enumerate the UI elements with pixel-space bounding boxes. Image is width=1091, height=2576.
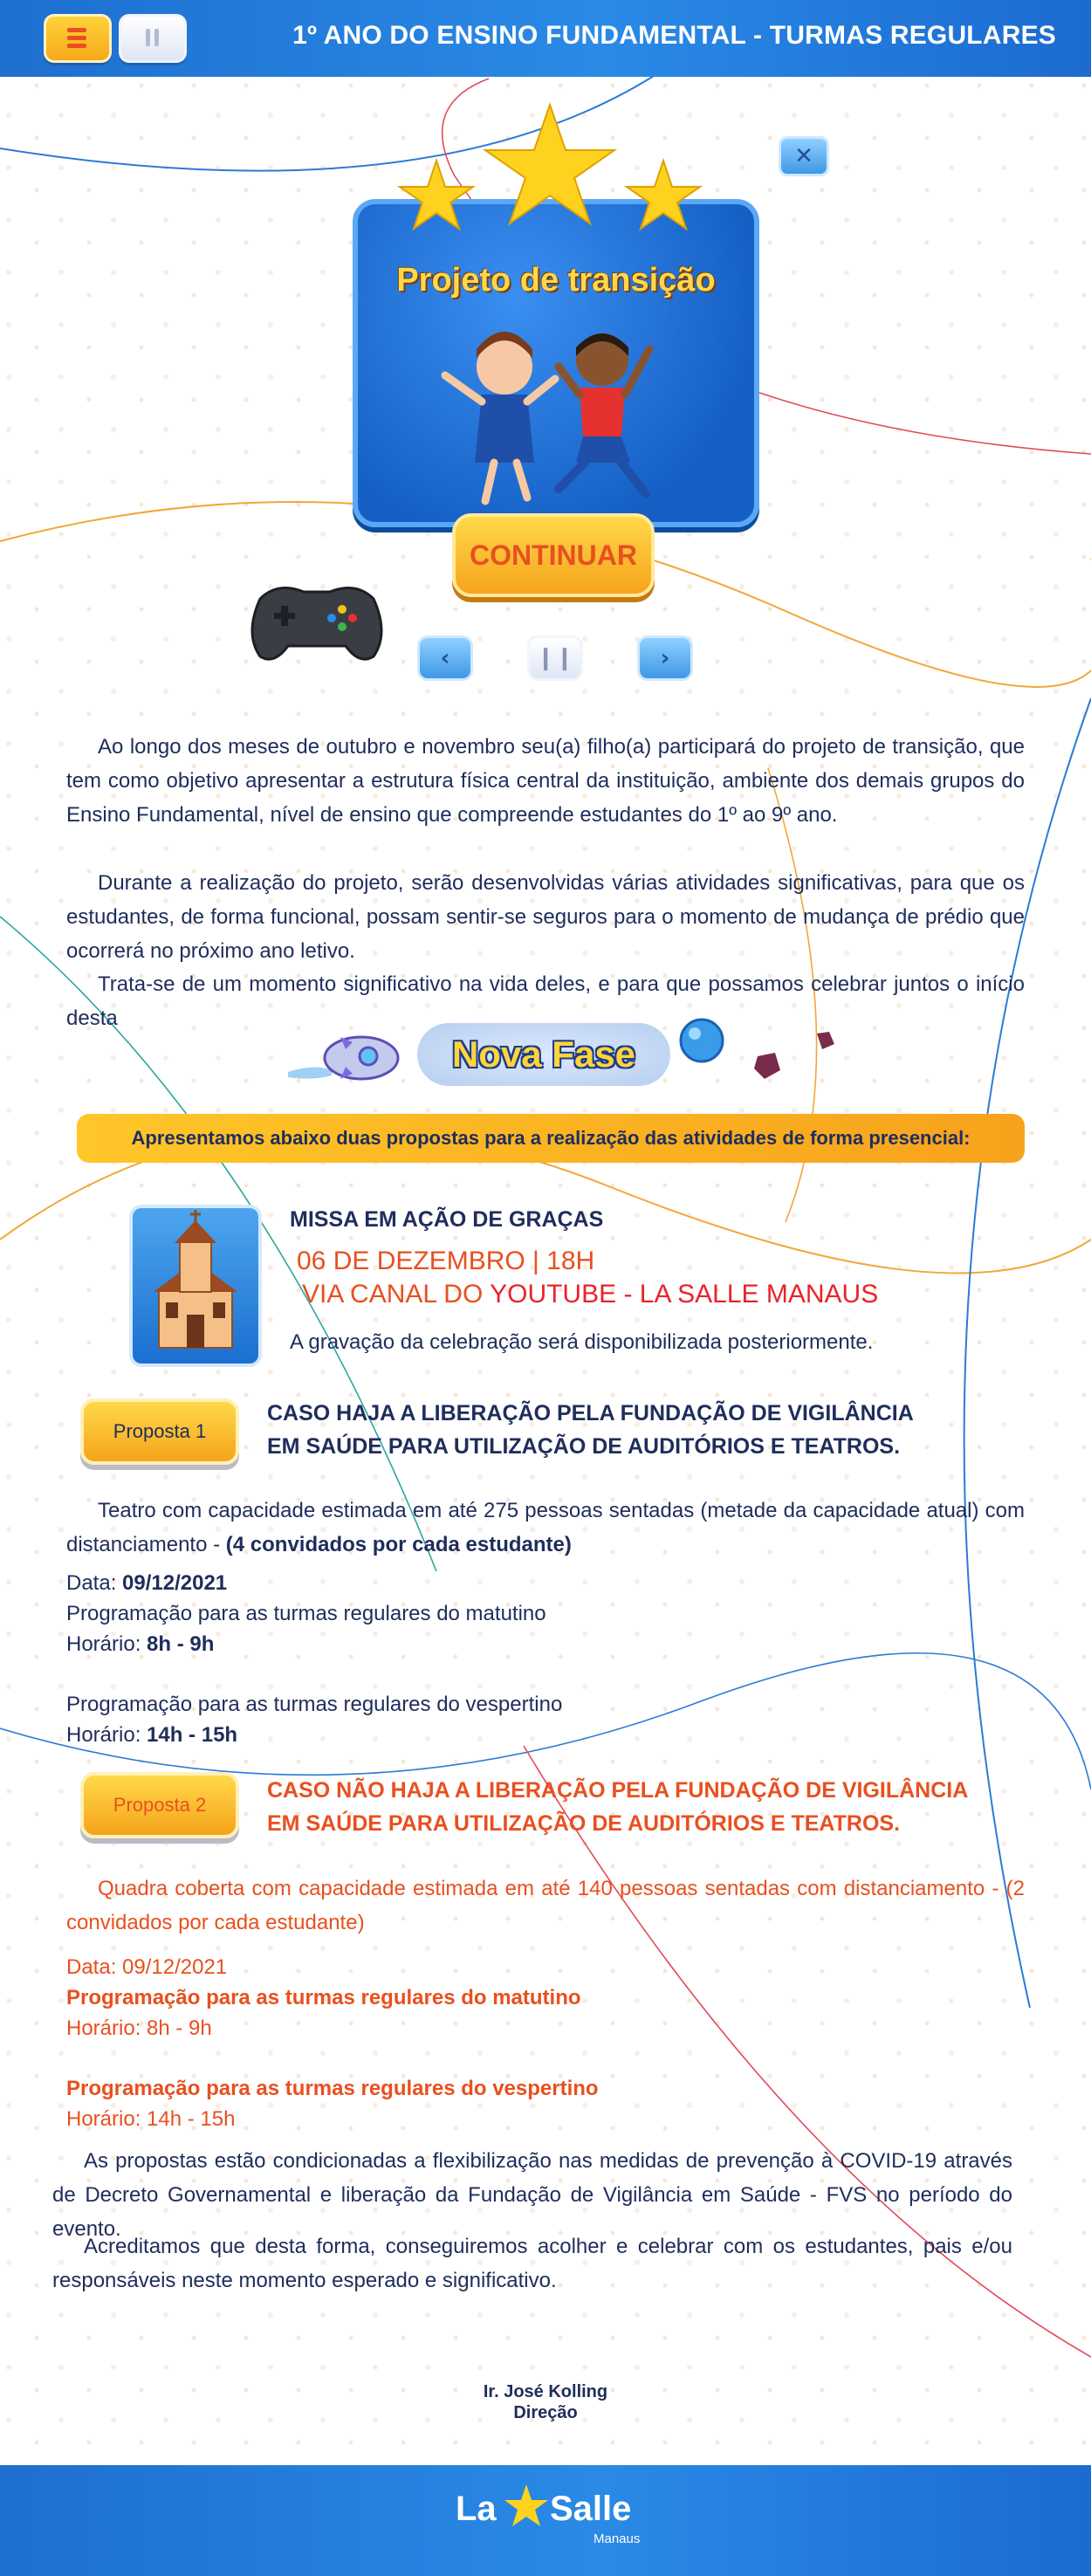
intro-paragraph-2: Durante a realização do projeto, serão desenvolvidas várias atividades significativas, para que os estudantes, de forma funcional, possam sentir-se seguros para o momento de mudança de prédio que ocorrerá no próximo ano letivo. xyxy=(66,871,1025,963)
pause-icon: ❙❙ xyxy=(536,645,574,671)
closing-paragraph-2: Acreditamos que desta forma, conseguiremos acolher e celebrar com os estudantes, pais e/ou responsáveis neste momento esperado e significativo. xyxy=(52,2235,1012,2292)
page-title: 1º ANO DO ENSINO FUNDAMENTAL - TURMAS REGULARES xyxy=(292,21,1056,50)
proposta-2-heading-line2: EM SAÚDE PARA UTILIZAÇÃO DE AUDITÓRIOS E TEATROS. xyxy=(267,1811,901,1836)
proposta-1-heading-line2: EM SAÚDE PARA UTILIZAÇÃO DE AUDITÓRIOS E TEATROS. xyxy=(267,1434,901,1459)
logo-city: Manaus xyxy=(594,2531,641,2546)
previous-button[interactable] xyxy=(417,635,473,681)
missa-channel: VIA CANAL DO YOUTUBE - LA SALLE MANAUS xyxy=(302,1280,879,1309)
proposta-1-schedule: Data: 09/12/2021 Programação para as turmas regulares do matutino Horário: 8h - 9h Programação para as turmas regulares do vespertino Horário: 14h - 15h xyxy=(66,1571,563,1747)
closing-paragraph-1: As propostas estão condicionadas a flexibilização nas medidas de prevenção à COVID-19 através de Decreto Governamental e liberação da Fundação de Vigilância em Saúde - FVS no período do evento. xyxy=(52,2149,1012,2241)
church-icon xyxy=(133,1208,258,1364)
rocket-icon xyxy=(288,1020,401,1091)
project-title: Projeto de transição xyxy=(396,262,716,299)
kids-illustration xyxy=(436,314,681,515)
proposta-2-schedule: Data: 09/12/2021 Programação para as turmas regulares do matutino Horário: 8h - 9h Programação para as turmas regulares do vespertino Horário: 14h - 15h xyxy=(66,1955,599,2131)
intro-paragraph-1: Ao longo dos meses de outubro e novembro seu(a) filho(a) participará do projeto de transição, que tem como objetivo apresentar a estrutura física central da instituição, ambiente dos demais grupos do Ensino Fundamental, nível de ensino que compreende estudantes do 1º ao 9º ano. xyxy=(66,735,1025,827)
close-button[interactable] xyxy=(779,136,829,176)
signature xyxy=(415,2381,676,2423)
logo-la: La xyxy=(456,2490,497,2528)
proposta-2-heading-line1: CASO NÃO HAJA A LIBERAÇÃO PELA FUNDAÇÃO DE VIGILÂNCIA xyxy=(267,1778,969,1803)
missa-date: 06 DE DEZEMBRO | 18H xyxy=(297,1247,595,1275)
chevron-right-icon: › xyxy=(660,645,670,671)
logo-salle: Salle xyxy=(550,2490,632,2528)
planets-icon xyxy=(674,1016,848,1103)
missa-note: A gravação da celebração será disponibilizada posteriormente. xyxy=(290,1330,874,1354)
chevron-left-icon: ‹ xyxy=(440,645,450,671)
proposta-1-description: Teatro com capacidade estimada em até 275 pessoas sentadas (metade da capacidade atual) com distanciamento - (4 convidados por cada estudante) xyxy=(66,1499,1025,1556)
la-salle-logo xyxy=(456,2483,641,2552)
proposta-1-button[interactable]: Proposta 1 xyxy=(80,1398,239,1465)
proposta-2-button[interactable]: Proposta 2 xyxy=(80,1772,239,1838)
pause-button-card[interactable] xyxy=(527,635,583,681)
church-image-box xyxy=(129,1205,262,1367)
menu-icon xyxy=(46,17,109,60)
missa-title: MISSA EM AÇÃO DE GRAÇAS xyxy=(290,1207,604,1232)
gamepad-icon xyxy=(243,573,391,669)
stars-icon xyxy=(367,96,733,271)
close-icon: ✕ xyxy=(794,143,813,169)
continue-button[interactable]: CONTINUAR xyxy=(452,513,655,597)
pause-icon xyxy=(121,17,184,60)
proposals-banner: Apresentamos abaixo duas propostas para a realização das atividades de forma presencial: xyxy=(77,1114,1025,1163)
signature-role: Direção xyxy=(513,2403,578,2422)
menu-button[interactable] xyxy=(44,14,112,63)
next-button[interactable] xyxy=(637,635,693,681)
pause-button[interactable] xyxy=(119,14,187,63)
proposta-1-heading-line1: CASO HAJA A LIBERAÇÃO PELA FUNDAÇÃO DE VIGILÂNCIA xyxy=(267,1401,914,1425)
nova-fase-badge: Nova Fase xyxy=(417,1023,670,1086)
proposta-2-description: Quadra coberta com capacidade estimada em até 140 pessoas sentadas com distanciamento - (2 convidados por cada estudante) xyxy=(66,1877,1025,1934)
star-icon xyxy=(503,2483,550,2530)
signature-name: Ir. José Kolling xyxy=(483,2382,608,2401)
intro-paragraph-3: Trata-se de um momento significativo na vida deles, e para que possamos celebrar juntos o início desta xyxy=(66,972,1025,1030)
